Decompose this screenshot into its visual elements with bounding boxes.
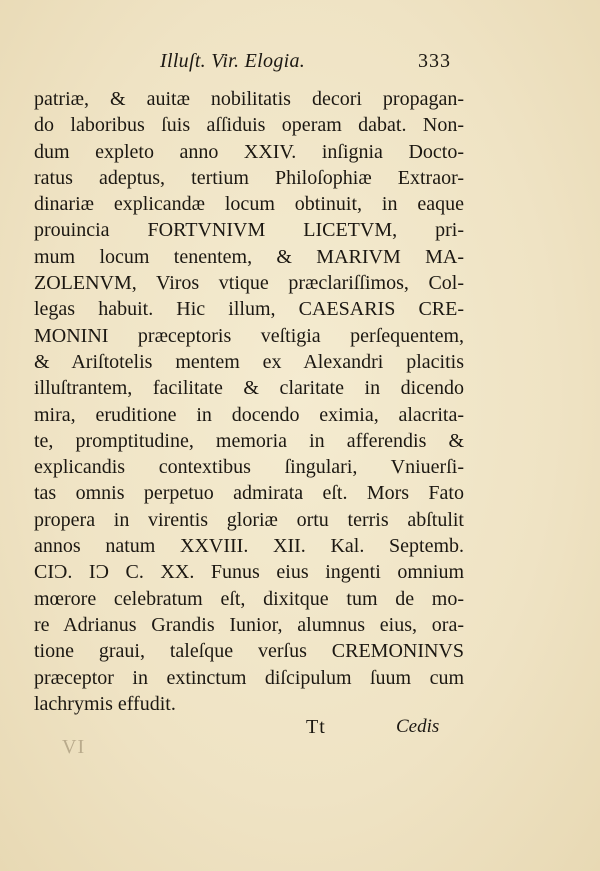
text-line: mum locum tenentem, & MARIVM MA- bbox=[34, 245, 464, 268]
text-line: explicandis contextibus ſingulari, Vniuerſi- bbox=[34, 456, 464, 479]
text-line: dum expleto anno XXIV. inſignia Docto- bbox=[34, 140, 464, 163]
text-line: ratus adeptus, tertium Philoſophiæ Extraor- bbox=[34, 166, 464, 189]
text-line: dinariæ explicandæ locum obtinuit, in eaque bbox=[34, 193, 464, 216]
text-line: patriæ, & auitæ nobilitatis decori propagan- bbox=[34, 88, 464, 110]
signature-catchword: Tt bbox=[306, 716, 326, 738]
text-line: tas omnis perpetuo admirata eſt. Mors Fato bbox=[34, 482, 464, 505]
running-head-title: Illuſt. Vir. Elogia. bbox=[160, 50, 306, 72]
text-line: prouincia FORTVNIVM LICETVM, pri- bbox=[34, 219, 464, 242]
text-line: CIƆ. IƆ C. XX. Funus eius ingenti omnium bbox=[34, 561, 464, 584]
page-number: 333 bbox=[418, 50, 451, 72]
text-line: tione graui, taleſque verſus CREMONINVS bbox=[34, 640, 464, 663]
text-line: annos natum XXVIII. XII. Kal. Septemb. bbox=[34, 535, 464, 558]
text-line: ZOLENVM, Viros vtique præclariſſimos, Col- bbox=[34, 272, 464, 295]
next-page-catchword: Cedis bbox=[396, 716, 440, 737]
text-line: & Ariſtotelis mentem ex Alexandri placitis bbox=[34, 350, 464, 373]
text-line: do laboribus ſuis aſſiduis operam dabat. Non- bbox=[34, 114, 464, 137]
text-line: præceptor in extinctum diſcipulum ſuum cum bbox=[34, 666, 464, 689]
text-line: re Adrianus Grandis Iunior, alumnus eius, ora- bbox=[34, 613, 464, 636]
faded-signature-mark: VI bbox=[62, 736, 86, 758]
text-line: mira, eruditione in docendo eximia, alacrita- bbox=[34, 403, 464, 426]
text-line: propera in virentis gloriæ ortu terris abſtulit bbox=[34, 508, 464, 531]
text-line: legas habuit. Hic illum, CAESARIS CRE- bbox=[34, 298, 464, 321]
body-text bbox=[34, 86, 464, 717]
text-line: mœrore celebratum eſt, dixitque tum de mo- bbox=[34, 587, 464, 610]
text-line: te, promptitudine, memoria in afferendis & bbox=[34, 429, 464, 452]
text-line: illuſtrantem, facilitate & claritate in dicendo bbox=[34, 377, 464, 400]
text-line: MONINI præceptoris veſtigia perſequentem, bbox=[34, 324, 464, 347]
text-line: lachrymis effudit. bbox=[34, 692, 176, 715]
